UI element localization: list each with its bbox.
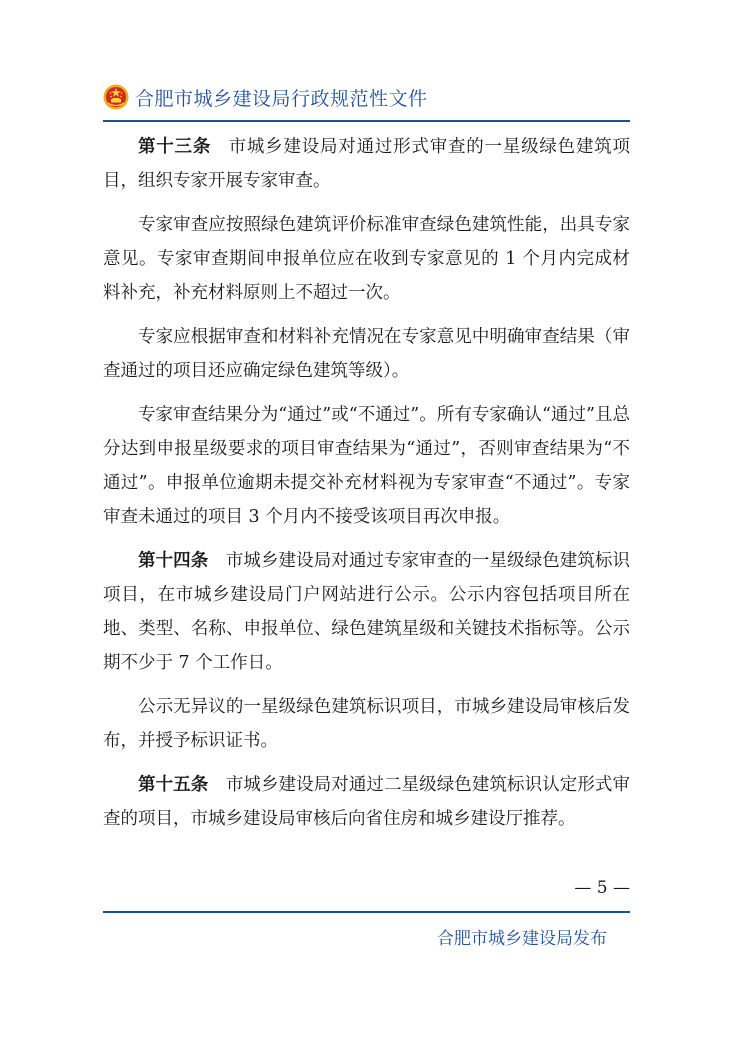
document-header: [103, 80, 428, 114]
paragraph-publication: 公示无异议的一星级绿色建筑标识项目，市城乡建设局审核后发布，并授予标识证书。: [103, 697, 630, 751]
article-13-paragraph: [103, 130, 630, 198]
article-13-number: 第十三条: [138, 137, 212, 157]
paragraph-review-result: 专家应根据审查和材料补充情况在专家意见中明确审查结果（审查通过的项目还应确定绿色建筑等级）。: [103, 327, 630, 381]
article-14-text: 市城乡建设局对通过专家审查的一星级绿色建筑标识项目，在市城乡建设局门户网站进行公示。公示内容包括项目所在地、类型、名称、申报单位、绿色建筑星级和关键技术指标等。公示期不少于 7 个工作日。: [103, 551, 631, 673]
article-15-number: 第十五条: [138, 775, 209, 795]
page-number: — 5 —: [574, 878, 630, 898]
national-emblem-icon: [103, 84, 129, 110]
article-13-text: 市城乡建设局对通过形式审查的一星级绿色建筑项目，组织专家开展专家审查。: [103, 137, 631, 191]
article-14-number: 第十四条: [138, 551, 209, 571]
paragraph-expert-review: 专家审查应按照绿色建筑评价标准审查绿色建筑性能，出具专家意见。专家审查期间申报单位应在收到专家意见的 1 个月内完成材料补充，补充材料原则上不超过一次。: [103, 215, 630, 303]
header-divider: [103, 120, 630, 122]
document-body: [103, 130, 630, 846]
article-15-text: 市城乡建设局对通过二星级绿色建筑标识认定形式审查的项目，市城乡建设局审核后向省住房和城乡建设厅推荐。: [103, 775, 631, 829]
publisher-label: 合肥市城乡建设局发布: [437, 929, 607, 949]
footer-divider: [103, 911, 630, 913]
paragraph-result-criteria: 专家审查结果分为“通过”或“不通过”。所有专家确认“通过”且总分达到申报星级要求的项目审查结果为“通过”，否则审查结果为“不通过”。申报单位逾期未提交补充材料视为专家审查“不通过”。专家审查未通过的项目 3 个月内不接受该项目再次申报。: [103, 405, 630, 527]
article-14-paragraph: [103, 544, 630, 680]
header-title: 合肥市城乡建设局行政规范性文件: [135, 87, 428, 110]
article-15-paragraph: [103, 768, 630, 836]
